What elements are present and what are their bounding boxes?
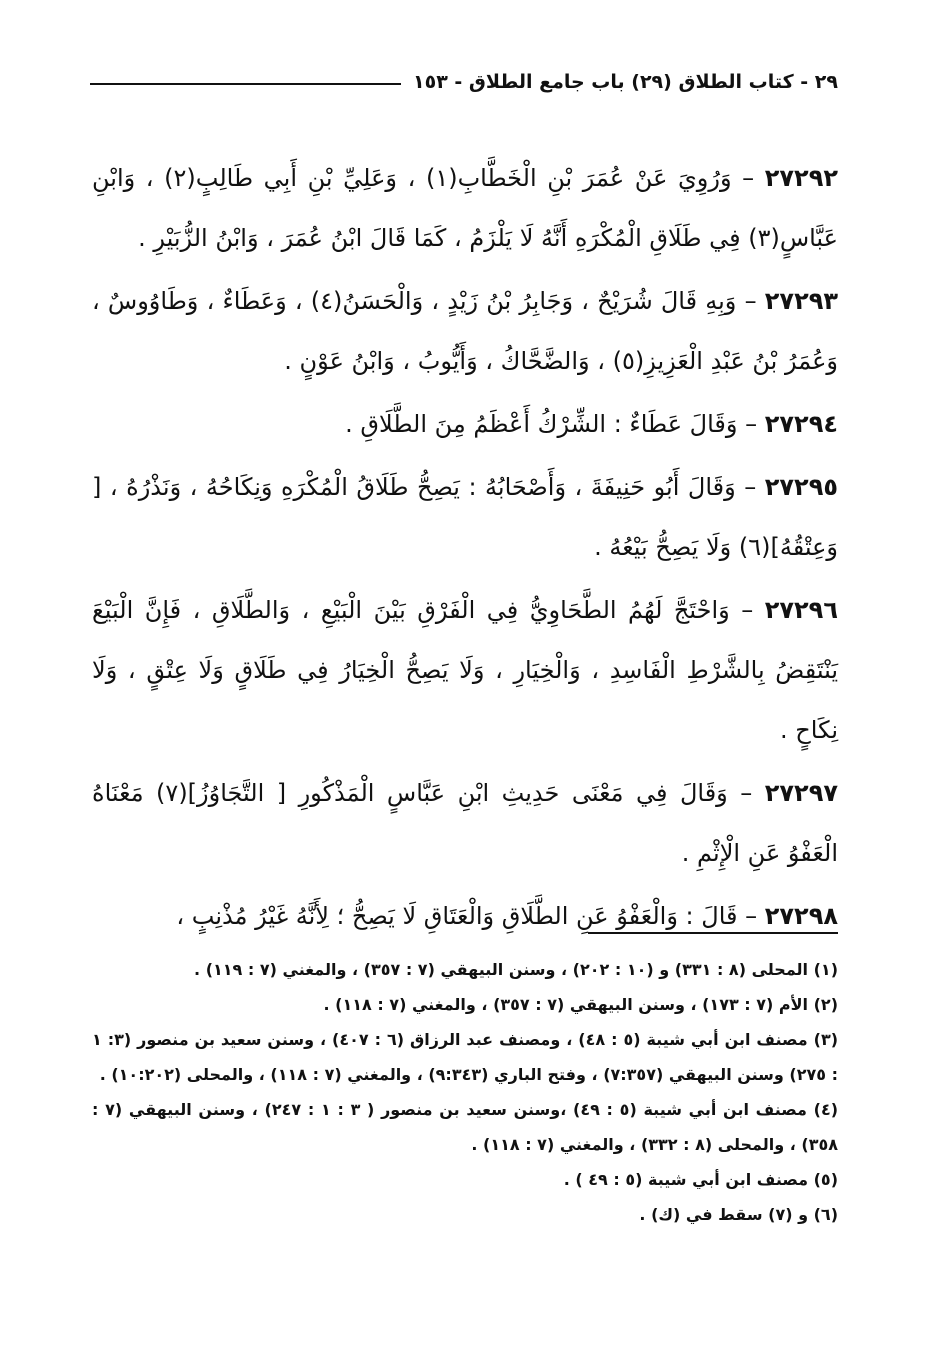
main-text [92,148,838,949]
paragraph-27297 [92,763,838,883]
footnote-1: (١) المحلى (٨ : ٣٣١) و (١٠ : ٢٠٢) ، وسنن البيهقي (٧ : ٣٥٧) ، والمغني (٧ : ١١٩) . [194,960,838,979]
footnote-3: (٣) مصنف ابن أبي شيبة (٥ : ٤٨) ، ومصنف عبد الرزاق (٦ : ٤٠٧) ، وسنن سعيد بن منصور (٣: ١ : ٢٧٥) وسنن البيهقي (٧:٣٥٧) ، وفتح الباري (٩:٣٤٣) ، والمغني (٧ : ١١٨) ، والمحلى (١٠:٢٠٢) . [92,1030,839,1084]
paragraph-number: ٢٧٢٩٨ [764,902,838,930]
paragraph-text: – وَبِهِ قَالَ شُرَيْحٌ ، وَجَابِرُ بْنُ زَيْدٍ ، وَالْحَسَنُ(٤) ، وَعَطَاءٌ ، وَطَاوُوسٌ ، وَعُمَرُ بْنُ عَبْدِ الْعَزِيزِ(٥) ، وَالضَّحَّاكُ ، وَأَيُّوبُ ، وَابْنُ عَوْنٍ . [92,287,838,375]
paragraph-text: – وَاحْتَجَّ لَهُمُ الطَّحَاوِيُّ فِي الْفَرْقِ بَيْنَ الْبَيْعِ ، وَالطَّلَاقِ ، فَإِنَّ الْبَيْعَ يَنْتَقِضُ بِالشَّرْطِ الْفَاسِدِ ، وَالْخِيَارِ ، وَلَا يَصِحُّ الْخِيَارُ فِي طَلَاقٍ وَلَا عِتْقٍ ، وَلَا نِكَاحٍ . [92,596,838,744]
paragraph-number: ٢٧٢٩٤ [764,410,838,438]
paragraph-27294 [92,394,838,454]
running-header [90,64,838,100]
footnotes [92,952,838,1232]
paragraph-number: ٢٧٢٩٣ [764,287,839,315]
paragraph-text: – وَرُوِيَ عَنْ عُمَرَ بْنِ الْخَطَّابِ(١) ، وَعَلِيِّ بْنِ أَبِي طَالِبٍ(٢) ، وَابْنِ عَبَّاسٍ(٣) فِي طَلَاقِ الْمُكْرَهِ أَنَّهُ لَا يَلْزَمُ ، كَمَا قَالَ ابْنُ عُمَرَ ، وَابْنُ الزُّبَيْرِ . [92,164,838,252]
paragraph-text: – وَقَالَ فِي مَعْنَى حَدِيثِ ابْنِ عَبَّاسٍ الْمَذْكُورِ [ التَّجَاوُزُ](٧) مَعْنَاهُ الْعَفْوُ عَنِ الْإِثْمِ . [92,779,838,867]
paragraph-27293 [92,271,838,391]
footnote-separator [588,932,838,934]
paragraph-text: – قَالَ : وَالْعَفْوُ عَنِ الطَّلَاقِ وَالْعَتَاقِ لَا يَصِحُّ ؛ لِأَنَّهُ غَيْرُ مُذْنِبٍ ، [176,902,758,930]
paragraph-27298 [92,886,838,946]
paragraph-number: ٢٧٢٩٧ [764,779,838,807]
paragraph-number: ٢٧٢٩٢ [764,164,838,192]
paragraph-number: ٢٧٢٩٦ [764,596,838,624]
footnote-5: (٥) مصنف ابن أبي شيبة (٥ : ٤٩ ) . [563,1170,838,1189]
paragraph-27295 [92,457,838,577]
paragraph-number: ٢٧٢٩٥ [764,473,838,501]
footnote-2: (٢) الأم (٧ : ١٧٣) ، وسنن البيهقي (٧ : ٣٥٧) ، والمغني (٧ : ١١٨) . [323,995,838,1014]
footnote-6-7: (٦) و (٧) سقط في (ك) . [639,1205,838,1224]
header-rule [90,83,401,85]
footnote-4: (٤) مصنف ابن أبي شيبة (٥ : ٤٩) ،وسنن سعيد بن منصور ( ٣ : ١ : ٢٤٧) ، وسنن البيهقي (٧ : ٣٥٨) ، والمحلى (٨ : ٣٣٢) ، والمغني (٧ : ١١٨) . [92,1100,839,1154]
paragraph-text: – وَقَالَ عَطَاءٌ : الشِّرْكُ أَعْظَمُ مِنَ الطَّلَاقِ . [345,410,758,438]
paragraph-27296 [92,580,838,760]
paragraph-text: – وَقَالَ أَبُو حَنِيفَةَ ، وَأَصْحَابُهُ : يَصِحُّ طَلَاقُ الْمُكْرَهِ وَنِكَاحُهُ ، وَنَذْرُهُ ، [ وَعِتْقُهُ](٦) وَلَا يَصِحُّ بَيْعُهُ . [92,473,838,561]
paragraph-27292 [92,148,838,268]
header-title: ٢٩ - كتاب الطلاق (٢٩) باب جامع الطلاق - ١٥٣ [413,71,838,93]
